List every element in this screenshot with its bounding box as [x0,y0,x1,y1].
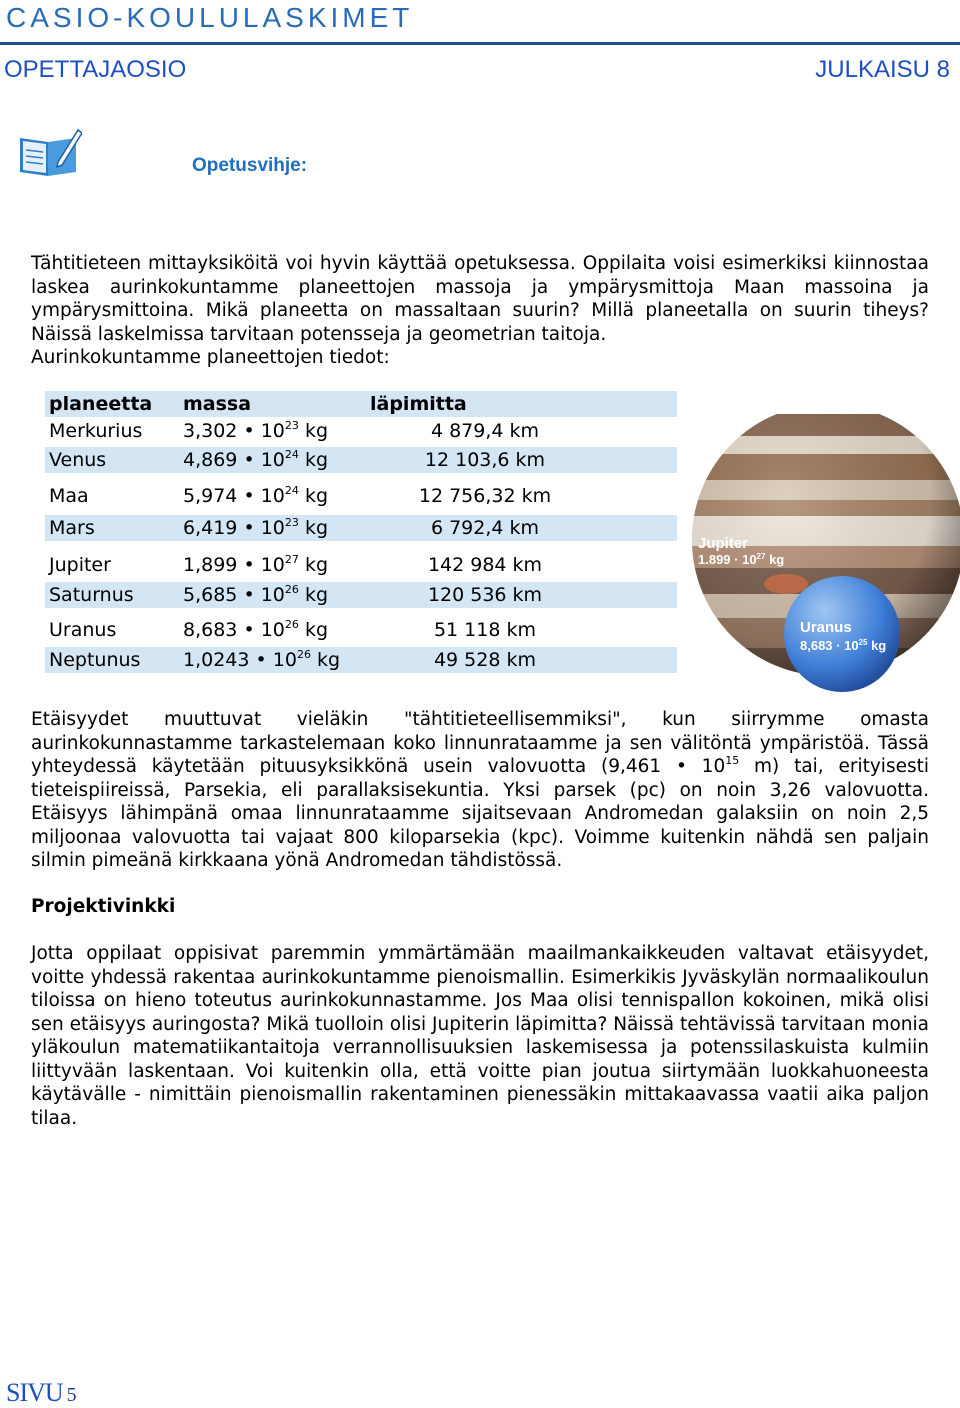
planet-name: Mars [49,517,95,539]
planet-name: Neptunus [49,649,141,671]
book-pen-icon [18,128,82,178]
planet-mass: 5,685 • $10^{26}$ kg [183,583,329,606]
page-footer [6,1378,77,1408]
jupiter-uranus-illustration [676,414,960,694]
planet-diameter: 12 756,32 km [418,485,552,507]
planet-mass: 3,302 • $10^{23}$ kg [183,419,329,442]
planet-diameter: 6 792,4 km [430,517,540,539]
planet-mass: 8,683 • $10^{26}$ kg [183,618,329,641]
table-row [45,483,677,509]
table-header-row [45,391,677,417]
planet-mass: 1,0243 • $10^{26}$ kg [183,648,341,671]
table-row [45,515,677,541]
planet-mass: 1,899 • $10^{27}$ kg [183,553,329,576]
planet-name: Venus [49,449,107,471]
planet-mass: 5,974 • $10^{24}$ kg [183,484,329,507]
jupiter-mass-label: $1.899 \cdot 10^{27}$ kg [698,552,785,567]
planet-diameter: 120 536 km [427,584,543,606]
planet-diameter: 51 118 km [433,619,537,641]
planet-diameter: 12 103,6 km [424,449,546,471]
project-heading: Projektivinkki [31,896,176,917]
table-row [45,418,677,444]
planet-name: Uranus [49,619,117,641]
column-header-diameter: läpimitta [370,393,467,415]
header-divider [0,42,960,45]
column-header-mass: massa [183,393,252,415]
table-row [45,447,677,473]
jupiter-label: Jupiter [698,535,749,552]
intro-table-caption: Aurinkokuntamme planeettojen tiedot: [31,347,390,368]
section-label: OPETTAJAOSIO [4,56,187,83]
page-number: 5 [66,1384,77,1406]
planet-name: Jupiter [49,554,111,576]
table-row [45,617,677,643]
tip-heading: Opetusvihje: [192,155,308,176]
uranus-mass-label: $8,683 \cdot 10^{25}$ kg [800,638,887,653]
planet-diameter: 49 528 km [433,649,537,671]
planet-name: Maa [49,485,89,507]
table-row [45,582,677,608]
column-header-planet: planeetta [49,393,153,415]
distances-paragraph: Etäisyydet muuttuvat vieläkin "tähtitieteellisemmiksi", kun siirrymme omasta aurinkokunnastamme tarkastelemaan koko linnunrataamme ja sen välitöntä ympäristöä. Tässä yhteydessä käytetään pituusyksikkönä usein valovuotta (9,461 • $10^{15}$ m) tai, erityisesti tieteispiireissä, Parsekia, eli parallaksisekuntia. Yksi parsek (pc) on noin 3,26 valovuotta. Etäisyys lähimpänä omaa linnunrataamme sijaitsevaan Andromedan galaksiin on noin 2,5 miljoonaa valovuotta tai vajaat 800 kiloparsekia (kpc). Voimme kuitenkin nähdä sen paljain silmin pimeänä kirkkaana yönä Andromedan tähdistössä. [31,709,929,871]
issue-label: JULKAISU 8 [815,56,950,83]
publication-title: CASIO-KOULULASKIMET [6,2,414,33]
page-label: SIVU [6,1378,63,1407]
intro-text: Tähtitieteen mittayksiköitä voi hyvin käyttää opetuksessa. Oppilaita voisi esimerkiksi kiinnostaa laskea aurinkokuntamme planeettojen massoja ja ympärysmittoja Maan massoina ja ympärysmittoina. Mikä planeetta on massaltaan suurin? Millä planeetalla on suurin tiheys? Näissä laskelmissa tarvitaan potensseja ja geometrian taitoja. [31,253,929,345]
planet-mass: 4,869 • $10^{24}$ kg [183,448,329,471]
project-paragraph: Jotta oppilaat oppisivat paremmin ymmärtämään maailmankaikkeuden valtavat etäisyydet, voitte yhdessä rakentaa aurinkokuntamme pienoismallin. Esimerkikis Jyväskylän normaalikoulun tiloissa on hieno toteutus aurinkokunnastamme. Jos Maa olisi tennispallon kokoinen, mikä olisi sen etäisyys auringosta? Mikä tuolloin olisi Jupiterin läpimitta? Näissä tehtävissä tarvitaan monia yläkoulun matematiikantaitoja verrannollisuuksien laskemisessa ja potenssilaskuista kulmiin liittyvään laskentaan. Voi kuitenkin olla, että voitte pian joutua siirtymään luokkahuoneesta käytävälle - nimittäin pienoismallin rakentaminen pienessäkin mittakaavassa vaatii aika paljon tilaa. [31,943,929,1129]
intro-paragraph [31,252,929,370]
table-row [45,552,677,578]
planet-name: Merkurius [49,420,143,442]
uranus-label: Uranus [800,619,852,636]
planet-mass: 6,419 • $10^{23}$ kg [183,516,329,539]
table-row [45,647,677,673]
planet-diameter: 142 984 km [427,554,543,576]
planet-name: Saturnus [49,584,134,606]
planet-diameter: 4 879,4 km [430,420,540,442]
